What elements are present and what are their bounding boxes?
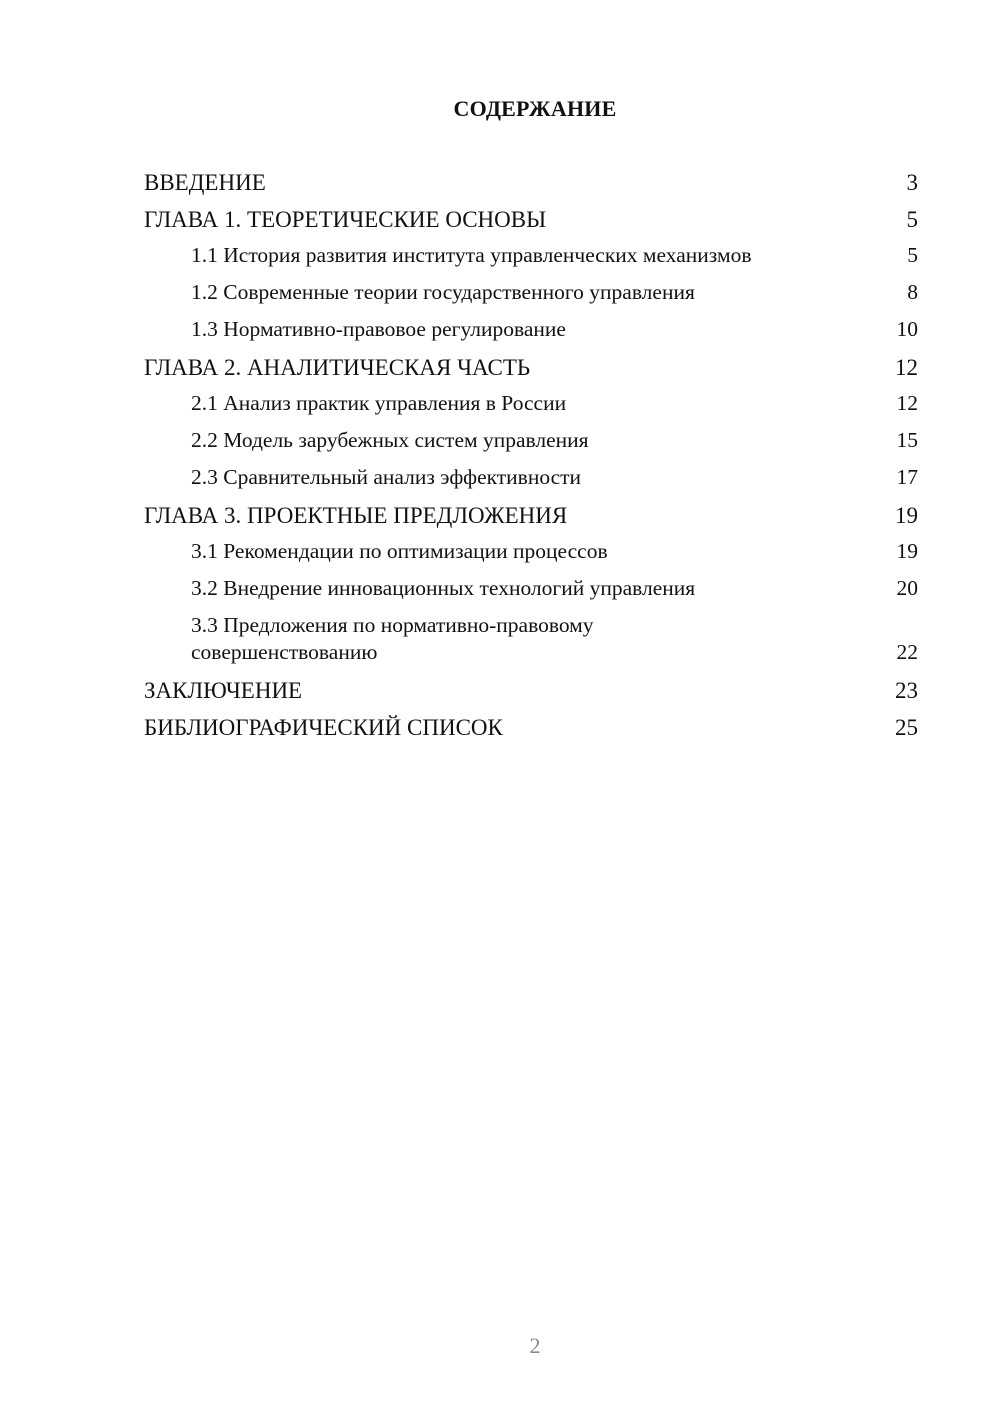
toc-entry-text: ЗАКЛЮЧЕНИЕ — [144, 678, 303, 703]
toc-entry-section-3-1[interactable] — [144, 538, 918, 565]
toc-entry-conclusion[interactable] — [144, 676, 918, 705]
toc-entry-text: ГЛАВА 3. ПРОЕКТНЫЕ ПРЕДЛОЖЕНИЯ — [144, 503, 568, 528]
toc-entry-text: 1.2 Современные теории государственного управления — [191, 280, 695, 304]
toc-entry-section-3-3[interactable] — [144, 612, 918, 666]
toc-entry-page: 5 — [907, 243, 918, 267]
toc-entry-page: 8 — [907, 280, 918, 304]
toc-entry-chapter-3[interactable] — [144, 501, 918, 530]
toc-entry-text: 2.2 Модель зарубежных систем управления — [191, 428, 589, 452]
toc-entry-bibliography[interactable] — [144, 713, 918, 742]
page-title: СОДЕРЖАНИЕ — [453, 96, 617, 121]
toc-entry-section-2-2[interactable] — [144, 427, 918, 454]
toc-entry-page: 20 — [896, 576, 918, 600]
toc-entry-text: 3.3 Предложения по нормативно-правовому совершенствованию — [191, 613, 594, 664]
toc-entry-page: 3 — [906, 170, 918, 195]
toc-entry-text: 2.1 Анализ практик управления в России — [191, 391, 567, 415]
toc-entry-text: 1.1 История развития института управленческих механизмов — [191, 243, 752, 267]
toc-entry-page: 17 — [896, 465, 918, 489]
toc-entry-text: 1.3 Нормативно-правовое регулирование — [191, 317, 566, 341]
toc-entry-text: ВВЕДЕНИЕ — [144, 170, 266, 195]
toc-entry-page: 19 — [895, 503, 918, 528]
toc-entry-text: БИБЛИОГРАФИЧЕСКИЙ СПИСОК — [144, 715, 503, 740]
toc-entry-section-2-1[interactable] — [144, 390, 918, 417]
toc-entry-chapter-2[interactable] — [144, 353, 918, 382]
toc-entry-section-2-3[interactable] — [144, 464, 918, 491]
toc-entry-chapter-1[interactable] — [144, 205, 918, 234]
toc-entry-introduction[interactable] — [144, 168, 918, 197]
toc-entry-text: 3.2 Внедрение инновационных технологий управления — [191, 576, 696, 600]
table-of-contents — [144, 168, 918, 750]
page-number: 2 — [529, 1333, 541, 1358]
toc-entry-text: ГЛАВА 1. ТЕОРЕТИЧЕСКИЕ ОСНОВЫ — [144, 207, 547, 232]
toc-entry-section-3-2[interactable] — [144, 575, 918, 602]
toc-entry-page: 5 — [906, 207, 918, 232]
toc-entry-page: 15 — [896, 428, 918, 452]
toc-entry-page: 25 — [895, 715, 918, 740]
toc-entry-page: 19 — [896, 539, 918, 563]
toc-entry-page: 12 — [895, 355, 918, 380]
toc-entry-text: 3.1 Рекомендации по оптимизации процессов — [191, 539, 608, 563]
toc-entry-section-1-3[interactable] — [144, 316, 918, 343]
toc-entry-section-1-1[interactable] — [144, 242, 918, 269]
toc-entry-page: 23 — [895, 678, 918, 703]
toc-entry-page: 12 — [896, 391, 918, 415]
toc-entry-text: 2.3 Сравнительный анализ эффективности — [191, 465, 582, 489]
toc-entry-page: 10 — [896, 317, 918, 341]
toc-entry-page: 22 — [896, 640, 918, 664]
toc-entry-section-1-2[interactable] — [144, 279, 918, 306]
toc-entry-text: ГЛАВА 2. АНАЛИТИЧЕСКАЯ ЧАСТЬ — [144, 355, 531, 380]
